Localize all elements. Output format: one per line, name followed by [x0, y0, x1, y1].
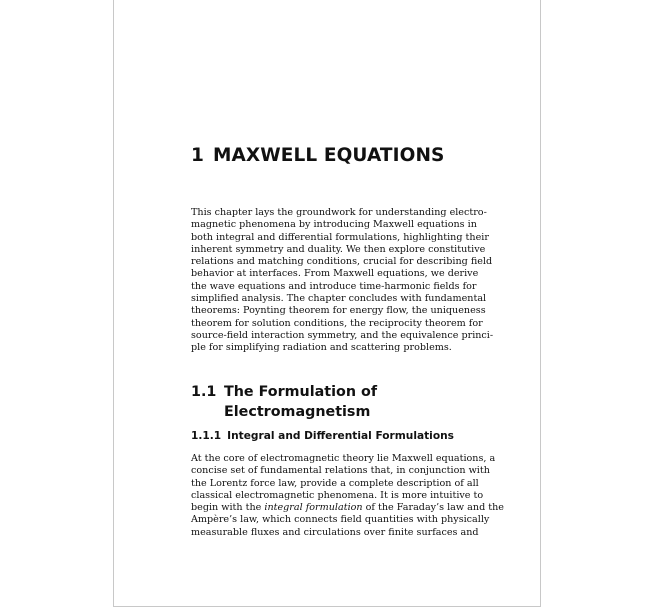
chapter-title-text: MAXWELL EQUATIONS — [212, 145, 445, 166]
subsection-number: 1.1.1 — [191, 430, 222, 442]
section-number: 1.1 — [191, 384, 217, 400]
abstract-line: relations and matching conditions, crucial for describing field — [191, 256, 493, 268]
abstract-line: inherent symmetry and duality. We then explore constitutive — [191, 243, 486, 255]
abstract-line: behavior at interfaces. From Maxwell equations, we derive — [191, 268, 479, 280]
body-line: classical electromagnetic phenomena. It is more intuitive to — [191, 489, 484, 501]
abstract-line: magnetic phenomena by introducing Maxwell equations in — [191, 219, 477, 231]
abstract-line: the wave equations and introduce time-harmonic fields for — [191, 280, 477, 292]
abstract-line: theorem for solution conditions, the reciprocity theorem for — [191, 317, 483, 329]
body-text: begin with the — [191, 502, 265, 514]
section-title-line1: The Formulation of — [224, 384, 378, 400]
chapter-number: 1 — [191, 145, 204, 166]
subsection-heading — [191, 430, 454, 442]
body-line: concise set of fundamental relations that, in conjunction with — [191, 465, 490, 477]
body-text: of the Faraday’s law and the — [362, 502, 504, 514]
section-heading — [191, 382, 377, 422]
subsection-title-text: Integral and Differential Formulations — [227, 430, 454, 442]
chapter-abstract — [191, 207, 494, 355]
abstract-line: This chapter lays the groundwork for understanding electro- — [191, 207, 487, 218]
abstract-line: both integral and differential formulations, highlighting their — [191, 231, 489, 243]
body-line: measurable fluxes and circulations over finite surfaces and — [191, 526, 479, 538]
section-title-line2: Electromagnetism — [224, 404, 371, 420]
body-line: Ampère’s law, which connects field quantities with physically — [191, 514, 490, 526]
body-line — [191, 502, 504, 514]
abstract-line: theorems: Poynting theorem for energy flow, the uniqueness — [191, 305, 486, 317]
chapter-title — [191, 145, 444, 166]
body-line: At the core of electromagnetic theory lie Maxwell equations, a — [191, 453, 496, 464]
abstract-line: source-field interaction symmetry, and the equivalence princi- — [191, 329, 494, 341]
abstract-line: ple for simplifying radiation and scattering problems. — [191, 342, 452, 354]
emphasized-term: integral formulation — [264, 502, 363, 514]
body-line: the Lorentz force law, provide a complete description of all — [191, 477, 479, 489]
abstract-line: simplified analysis. The chapter concludes with fundamental — [191, 293, 487, 305]
body-paragraph — [191, 453, 504, 539]
